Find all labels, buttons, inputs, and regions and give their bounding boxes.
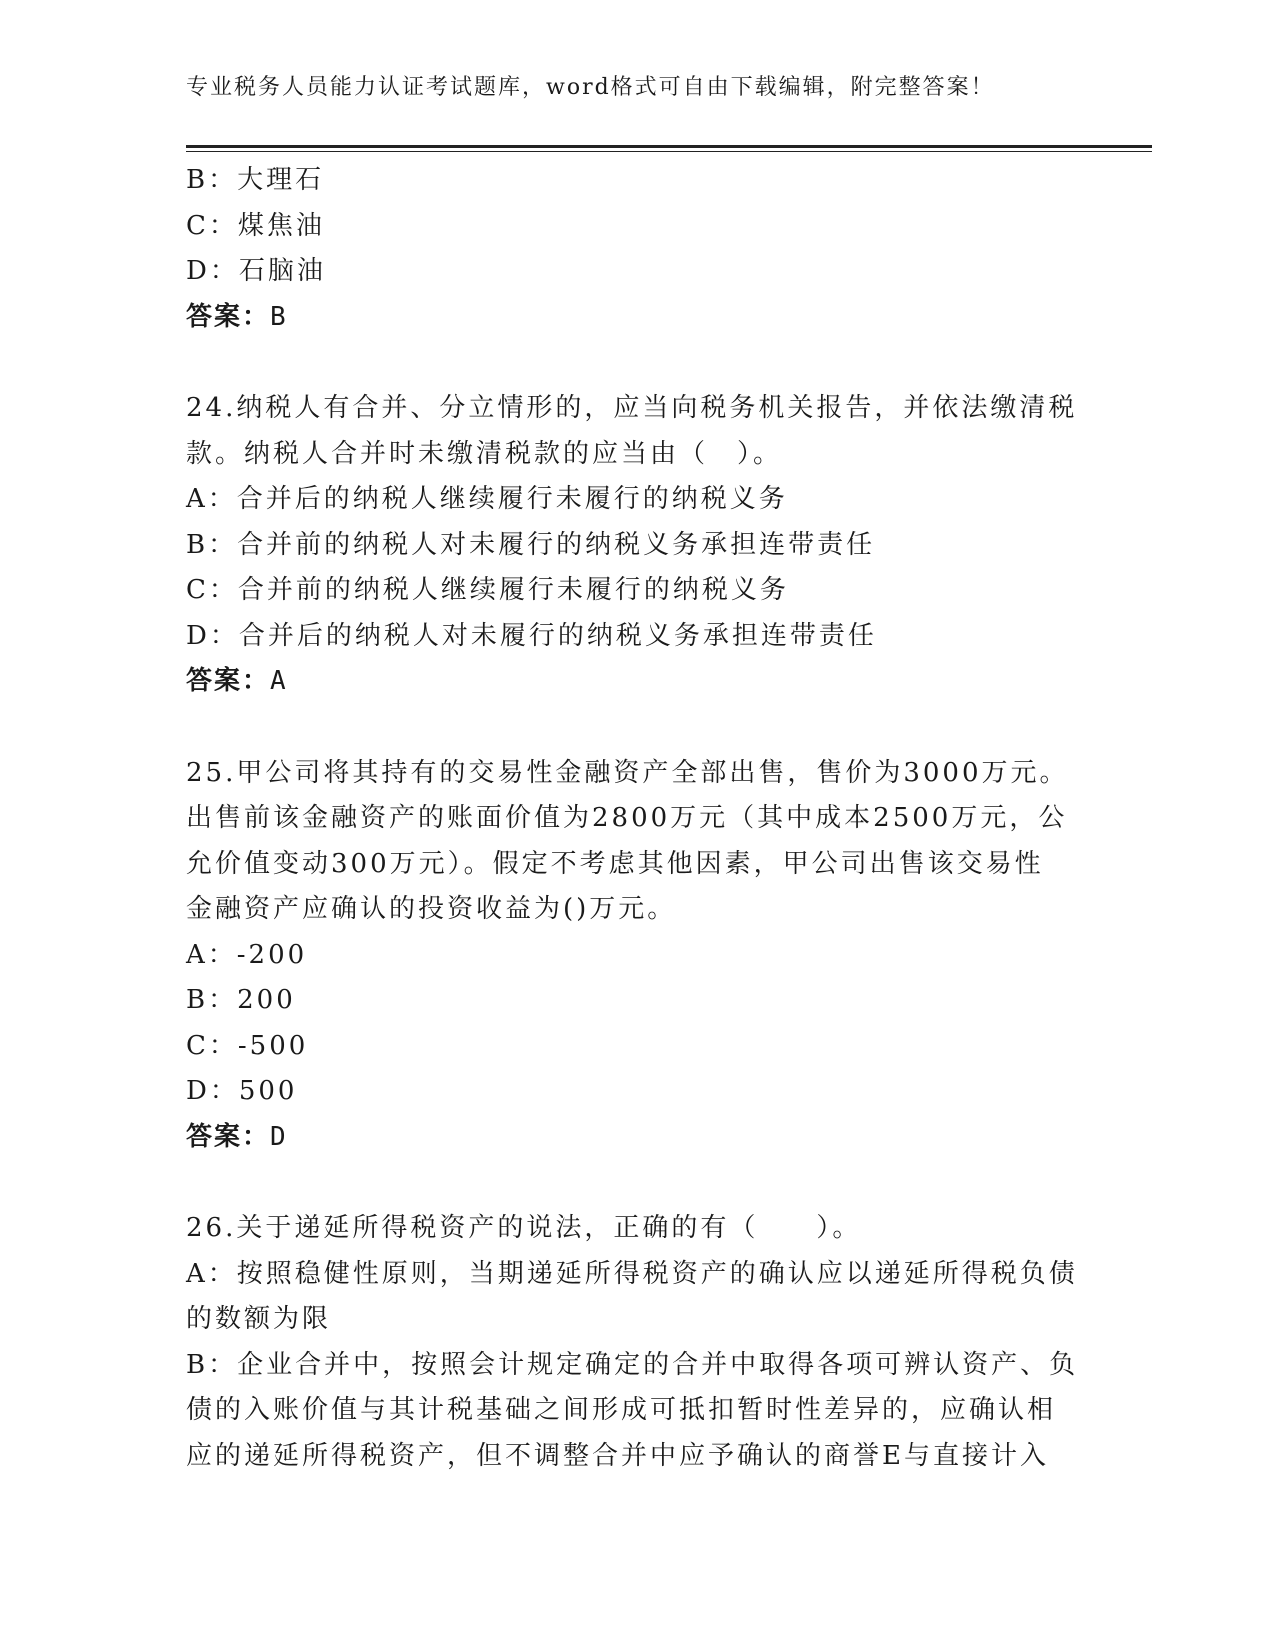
question-text: 出售前该金融资产的账面价值为2800万元（其中成本2500万元，公 — [186, 803, 1068, 833]
question-23-tail — [186, 158, 1086, 340]
option-c: C：-500 — [186, 1030, 309, 1061]
option-b: B：大理石 — [186, 165, 325, 195]
answer-value: D — [270, 1121, 288, 1152]
option-c: C：煤焦油 — [186, 210, 325, 241]
header-divider-thick — [186, 145, 1152, 148]
option-b-continued: 应的递延所得税资产，但不调整合并中应予确认的商誉E与直接计入 — [186, 1440, 1049, 1471]
header-divider-thin — [186, 151, 1152, 152]
option-d: D：石脑油 — [186, 256, 326, 286]
option-b: B：200 — [186, 985, 296, 1015]
answer-line — [186, 295, 1086, 341]
document-body — [186, 158, 1086, 1479]
answer-line — [186, 659, 1086, 705]
answer-label: 答案： — [186, 301, 271, 332]
answer-label: 答案： — [186, 1121, 271, 1152]
spacer — [186, 705, 1086, 751]
option-b-continued: 债的入账价值与其计税基础之间形成可抵扣暂时性差异的，应确认相 — [186, 1395, 1057, 1425]
question-text: 允价值变动300万元）。假定不考虑其他因素，甲公司出售该交易性 — [186, 848, 1044, 879]
question-text: 款。纳税人合并时未缴清税款的应当由（ ）。 — [186, 438, 783, 469]
option-a: A：按照稳健性原则，当期递延所得税资产的确认应以递延所得税负债 — [186, 1258, 1078, 1289]
page-header: 专业税务人员能力认证考试题库，word格式可自由下载编辑，附完整答案！ — [186, 75, 995, 100]
option-b: B：合并前的纳税人对未履行的纳税义务承担连带责任 — [186, 529, 876, 560]
option-a: A：合并后的纳税人继续履行未履行的纳税义务 — [186, 484, 788, 514]
answer-line — [186, 1115, 1086, 1161]
option-a-continued: 的数额为限 — [186, 1304, 332, 1334]
question-text: 26.关于递延所得税资产的说法，正确的有（ ）。 — [186, 1213, 862, 1243]
spacer — [186, 1160, 1086, 1206]
option-d: D：500 — [186, 1076, 298, 1106]
question-26 — [186, 1206, 1086, 1479]
spacer — [186, 340, 1086, 386]
question-25 — [186, 751, 1086, 1161]
option-c: C：合并前的纳税人继续履行未履行的纳税义务 — [186, 575, 789, 605]
question-text: 金融资产应确认的投资收益为()万元。 — [186, 894, 677, 924]
answer-value: A — [270, 666, 288, 696]
option-a: A：-200 — [186, 939, 308, 970]
question-text: 24.纳税人有合并、分立情形的，应当向税务机关报告，并依法缴清税 — [186, 393, 1078, 423]
option-b: B：企业合并中，按照会计规定确定的合并中取得各项可辨认资产、负 — [186, 1349, 1079, 1380]
question-text: 25.甲公司将其持有的交易性金融资产全部出售，售价为3000万元。 — [186, 757, 1069, 788]
question-24 — [186, 386, 1086, 705]
option-d: D：合并后的纳税人对未履行的纳税义务承担连带责任 — [186, 620, 877, 651]
answer-value: B — [270, 301, 288, 332]
answer-label: 答案： — [186, 666, 271, 696]
